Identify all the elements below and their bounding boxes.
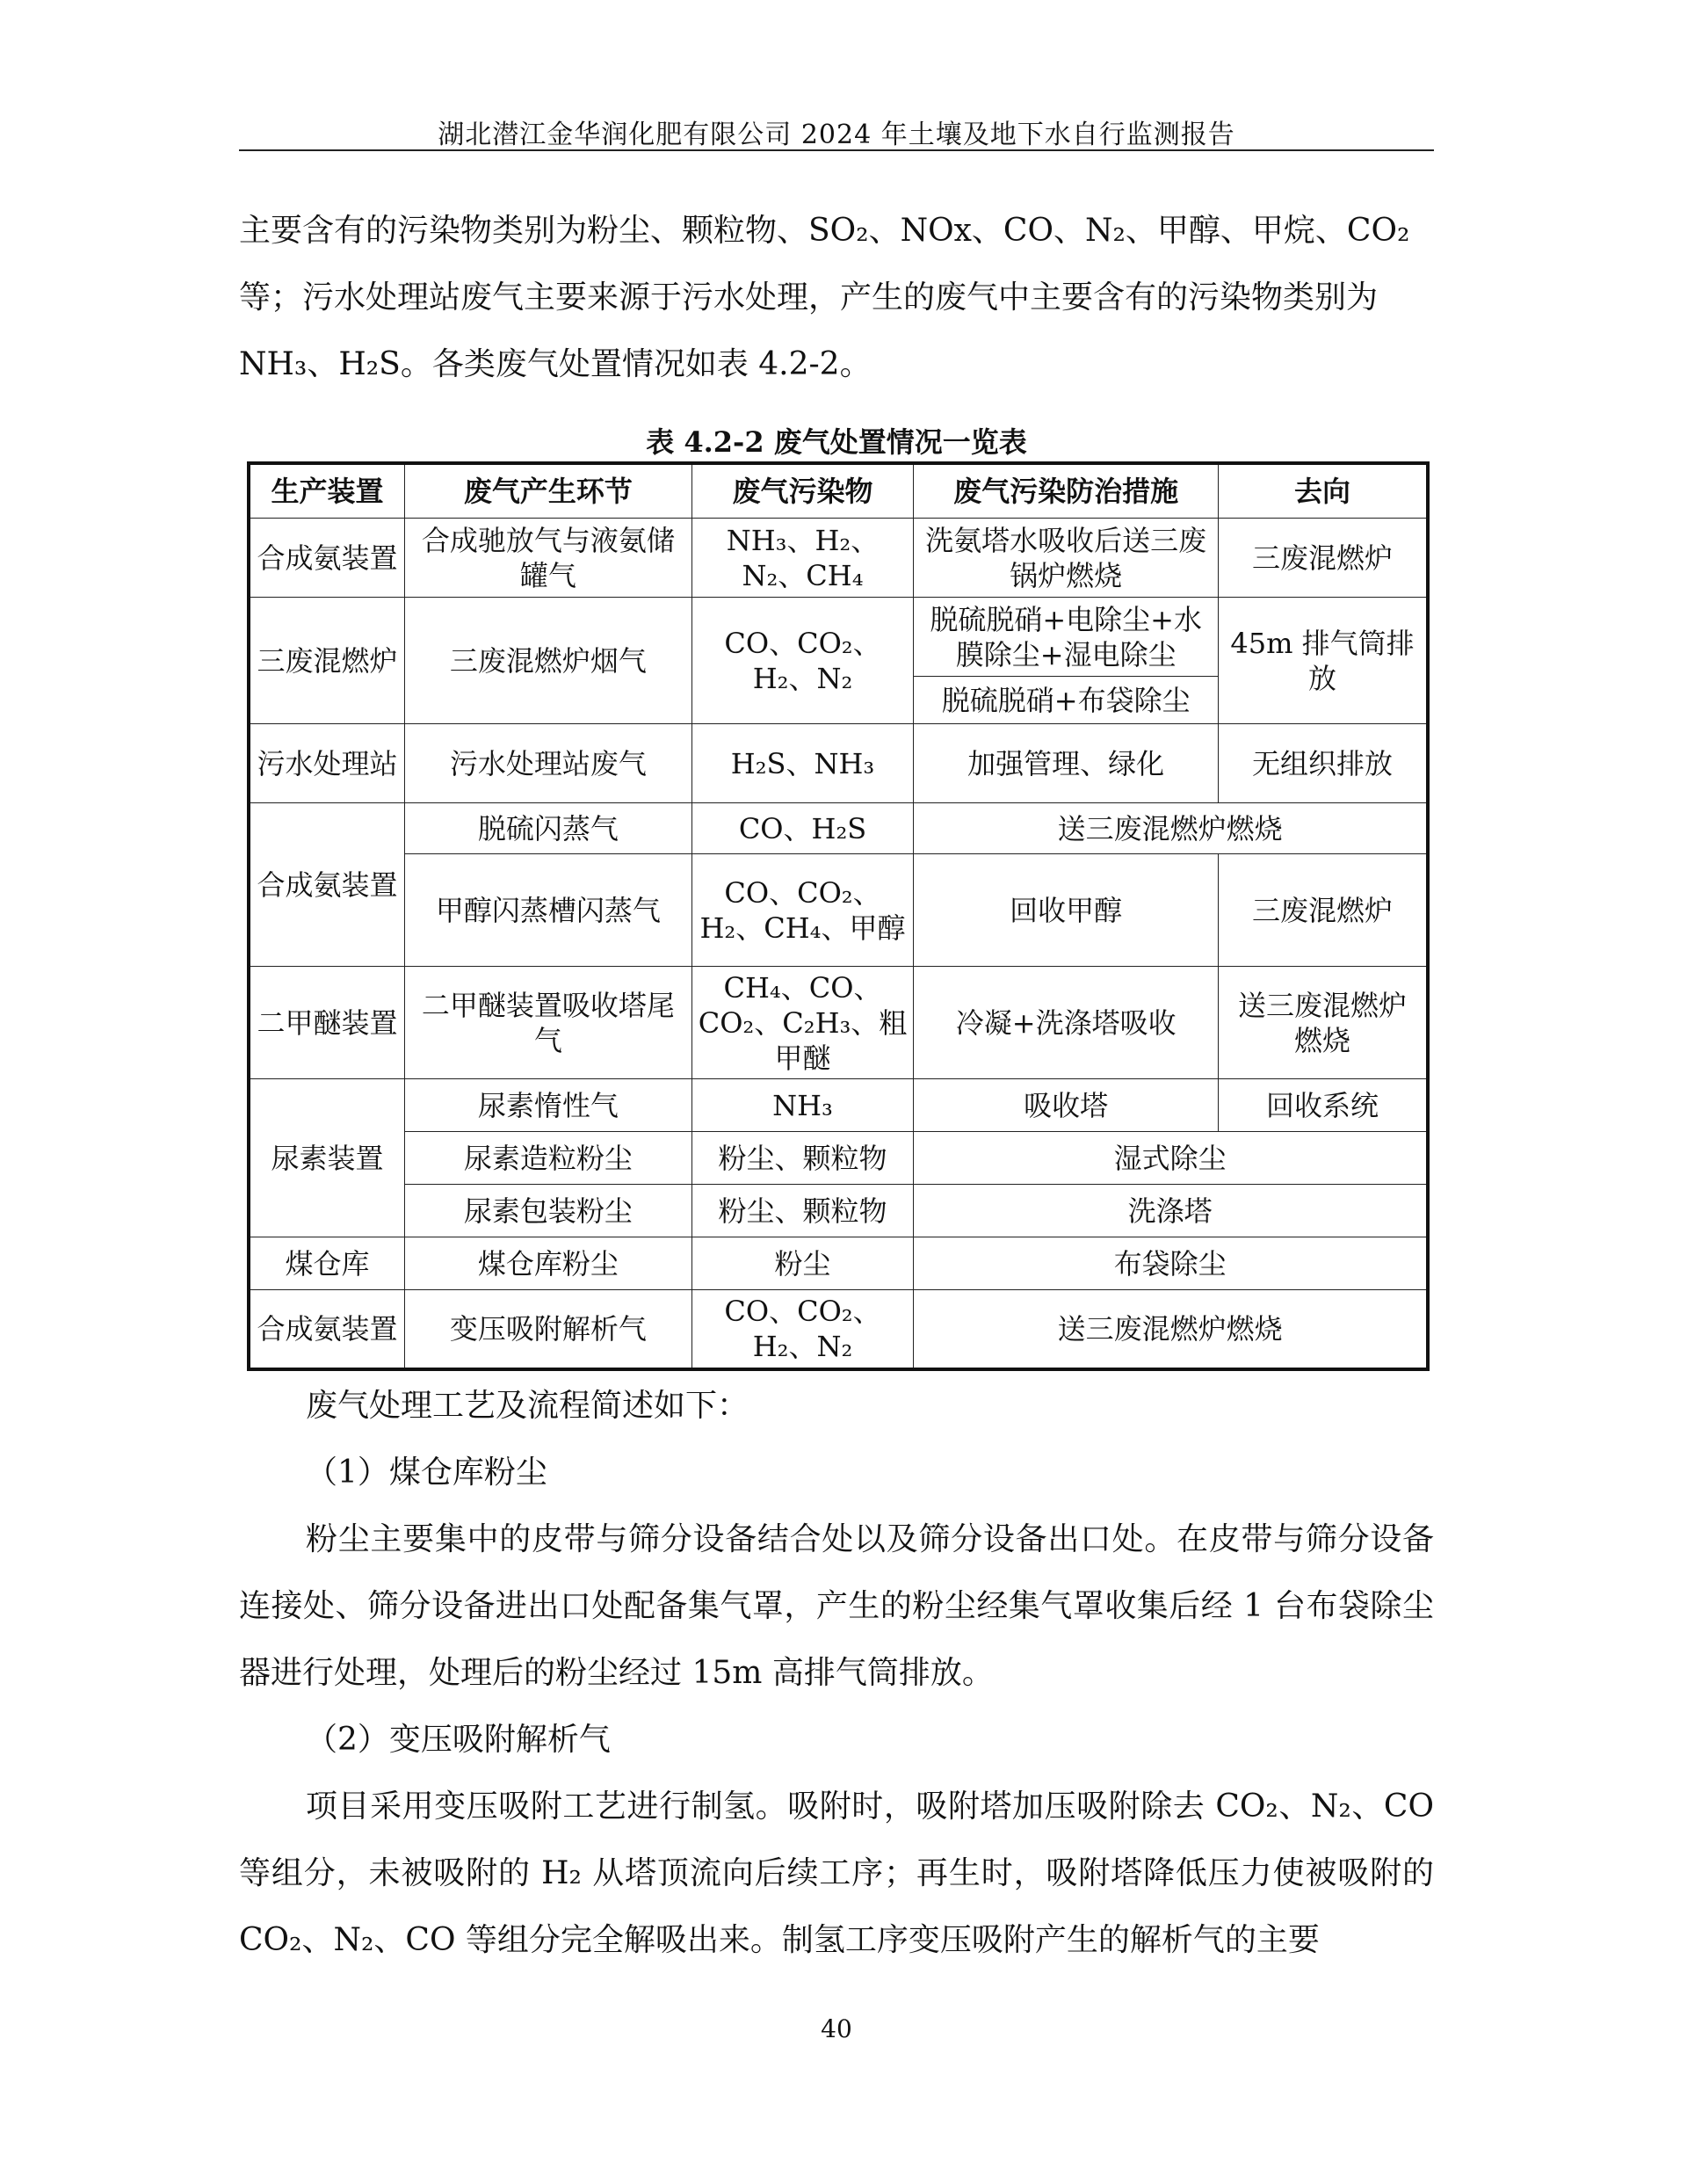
cell-stage: 变压吸附解析气 bbox=[404, 1290, 691, 1369]
intro-line-3: NH₃、H₂S。各类废气处置情况如表 4.2-2。 bbox=[239, 346, 872, 382]
cell-stage: 脱硫闪蒸气 bbox=[404, 803, 691, 854]
cell-pollutant: CO、CO₂、H₂、N₂ bbox=[691, 598, 913, 724]
cell-destination: 三废混燃炉 bbox=[1219, 854, 1428, 967]
table-header-row bbox=[249, 463, 1428, 519]
cell-measure: 洗氨塔水吸收后送三废锅炉燃烧 bbox=[914, 519, 1219, 598]
col-header-destination: 去向 bbox=[1219, 463, 1428, 519]
cell-measure-destination: 洗涤塔 bbox=[914, 1185, 1428, 1237]
page-number: 40 bbox=[821, 2014, 852, 2043]
col-header-measure: 废气污染防治措施 bbox=[914, 463, 1219, 519]
table-row bbox=[249, 519, 1428, 598]
table-row bbox=[249, 803, 1428, 854]
section-heading: （2）变压吸附解析气 bbox=[306, 1722, 611, 1758]
cell-measure: 脱硫脱硝+布袋除尘 bbox=[914, 677, 1219, 724]
cell-pollutant: 粉尘、颗粒物 bbox=[691, 1185, 913, 1237]
cell-destination: 送三废混燃炉燃烧 bbox=[1219, 967, 1428, 1079]
col-header-stage: 废气产生环节 bbox=[404, 463, 691, 519]
cell-measure-destination: 送三废混燃炉燃烧 bbox=[914, 1290, 1428, 1369]
table-row bbox=[249, 1290, 1428, 1369]
cell-pollutant: CO、H₂S bbox=[691, 803, 913, 854]
table-row bbox=[249, 1237, 1428, 1290]
cell-pollutant: CO、CO₂、H₂、CH₄、甲醇 bbox=[691, 854, 913, 967]
cell-measure: 回收甲醇 bbox=[914, 854, 1219, 967]
cell-unit: 煤仓库 bbox=[249, 1237, 404, 1290]
table-row bbox=[249, 724, 1428, 803]
page-header-title: 湖北潜江金华润化肥有限公司 2024 年土壤及地下水自行监测报告 bbox=[438, 120, 1235, 150]
col-header-unit: 生产装置 bbox=[249, 463, 404, 519]
cell-pollutant: NH₃ bbox=[691, 1079, 913, 1132]
intro-paragraph bbox=[239, 198, 1434, 398]
cell-destination: 无组织排放 bbox=[1219, 724, 1428, 803]
cell-stage: 甲醇闪蒸槽闪蒸气 bbox=[404, 854, 691, 967]
cell-pollutant: 粉尘 bbox=[691, 1237, 913, 1290]
body-text bbox=[239, 1373, 1434, 1974]
cell-measure: 加强管理、绿化 bbox=[914, 724, 1219, 803]
cell-unit: 三废混燃炉 bbox=[249, 598, 404, 724]
cell-measure: 冷凝+洗涤塔吸收 bbox=[914, 967, 1219, 1079]
cell-stage: 合成驰放气与液氨储罐气 bbox=[404, 519, 691, 598]
cell-pollutant: 粉尘、颗粒物 bbox=[691, 1132, 913, 1185]
cell-measure: 吸收塔 bbox=[914, 1079, 1219, 1132]
body-paragraph: 废气处理工艺及流程简述如下： bbox=[306, 1388, 749, 1424]
waste-gas-table bbox=[247, 461, 1430, 1371]
cell-unit: 合成氨装置 bbox=[249, 519, 404, 598]
cell-unit: 合成氨装置 bbox=[249, 1290, 404, 1369]
cell-destination: 三废混燃炉 bbox=[1219, 519, 1428, 598]
body-paragraph: 项目采用变压吸附工艺进行制氢。吸附时，吸附塔加压吸附除去 CO₂、N₂、CO 等组分，未被吸附的 H₂ 从塔顶流向后续工序；再生时，吸附塔降低压力使被吸附的 CO₂、N₂、CO 等组分完全解吸出来。制氢工序变压吸附产生的解析气的主要 bbox=[239, 1789, 1434, 1958]
cell-stage: 煤仓库粉尘 bbox=[404, 1237, 691, 1290]
cell-unit: 污水处理站 bbox=[249, 724, 404, 803]
cell-stage: 尿素造粒粉尘 bbox=[404, 1132, 691, 1185]
table-caption: 表 4.2-2 废气处置情况一览表 bbox=[646, 425, 1027, 459]
table-row bbox=[249, 854, 1428, 967]
table-row bbox=[249, 967, 1428, 1079]
cell-unit: 尿素装置 bbox=[249, 1079, 404, 1237]
cell-stage: 污水处理站废气 bbox=[404, 724, 691, 803]
cell-pollutant: CO、CO₂、H₂、N₂ bbox=[691, 1290, 913, 1369]
cell-measure-destination: 送三废混燃炉燃烧 bbox=[914, 803, 1428, 854]
cell-stage: 尿素包装粉尘 bbox=[404, 1185, 691, 1237]
cell-stage: 尿素惰性气 bbox=[404, 1079, 691, 1132]
section-heading: （1）煤仓库粉尘 bbox=[306, 1455, 547, 1491]
cell-unit: 合成氨装置 bbox=[249, 803, 404, 967]
col-header-pollutant: 废气污染物 bbox=[691, 463, 913, 519]
cell-destination: 45m 排气筒排放 bbox=[1219, 598, 1428, 724]
intro-line-1: 主要含有的污染物类别为粉尘、颗粒物、SO₂、NOx、CO、N₂、甲醇、甲烷、CO₂ bbox=[239, 213, 1410, 249]
table-row bbox=[249, 1185, 1428, 1237]
cell-pollutant: NH₃、H₂、N₂、CH₄ bbox=[691, 519, 913, 598]
table-row bbox=[249, 1132, 1428, 1185]
body-paragraph: 粉尘主要集中的皮带与筛分设备结合处以及筛分设备出口处。在皮带与筛分设备连接处、筛分设备进出口处配备集气罩，产生的粉尘经集气罩收集后经 1 台布袋除尘器进行处理，处理后的粉尘经过 15m 高排气筒排放。 bbox=[239, 1521, 1434, 1691]
cell-unit: 二甲醚装置 bbox=[249, 967, 404, 1079]
cell-measure-destination: 布袋除尘 bbox=[914, 1237, 1428, 1290]
cell-measure-destination: 湿式除尘 bbox=[914, 1132, 1428, 1185]
intro-line-2: 等；污水处理站废气主要来源于污水处理，产生的废气中主要含有的污染物类别为 bbox=[239, 279, 1379, 316]
cell-pollutant: CH₄、CO、CO₂、C₂H₃、粗甲醚 bbox=[691, 967, 913, 1079]
cell-measure: 脱硫脱硝+电除尘+水膜除尘+湿电除尘 bbox=[914, 598, 1219, 677]
table-row bbox=[249, 598, 1428, 677]
cell-destination: 回收系统 bbox=[1219, 1079, 1428, 1132]
cell-stage: 二甲醚装置吸收塔尾气 bbox=[404, 967, 691, 1079]
table-row bbox=[249, 1079, 1428, 1132]
cell-pollutant: H₂S、NH₃ bbox=[691, 724, 913, 803]
cell-stage: 三废混燃炉烟气 bbox=[404, 598, 691, 724]
header-divider bbox=[239, 149, 1434, 151]
